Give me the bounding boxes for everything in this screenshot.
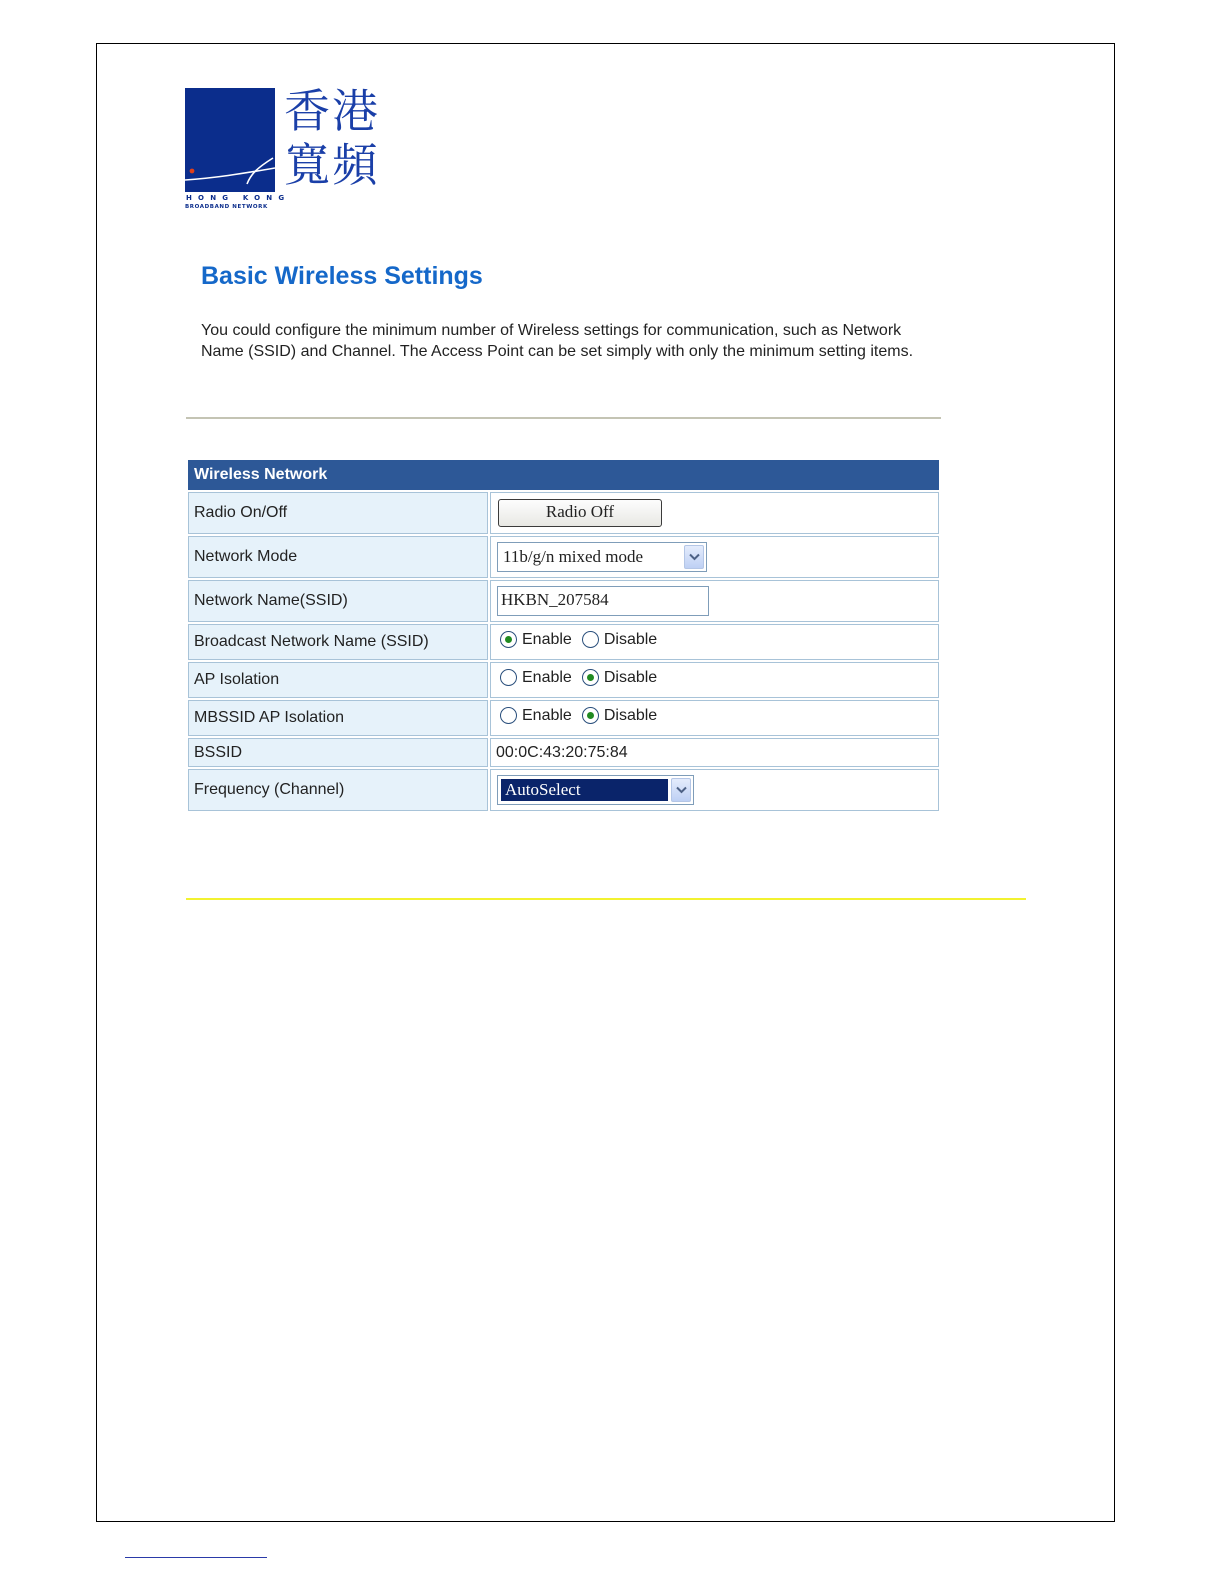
table-row xyxy=(188,738,939,767)
bssid-label: BSSID xyxy=(188,738,488,767)
disable-label: Disable xyxy=(603,668,658,686)
enable-label: Enable xyxy=(522,668,572,686)
page-title: Basic Wireless Settings xyxy=(201,262,483,290)
broadcast-ssid-enable-radio[interactable] xyxy=(500,631,517,648)
radio-off-button[interactable]: Radio Off xyxy=(498,499,662,527)
table-row xyxy=(188,662,939,698)
table-row xyxy=(188,492,939,534)
logo-english-line2: BROADBAND NETWORK xyxy=(185,204,268,210)
network-mode-select[interactable] xyxy=(497,542,707,572)
network-mode-value: 11b/g/n mixed mode xyxy=(503,547,644,566)
disable-label: Disable xyxy=(603,706,658,724)
ap-isolation-disable-radio[interactable] xyxy=(582,669,599,686)
ap-isolation-label: AP Isolation xyxy=(188,662,488,698)
table-row xyxy=(188,536,939,578)
table-row xyxy=(188,624,939,660)
footnote-separator xyxy=(125,1557,267,1558)
ssid-input[interactable]: HKBN_207584 xyxy=(497,586,709,616)
table-row xyxy=(188,769,939,811)
logo-emblem xyxy=(185,88,275,192)
table-row xyxy=(188,580,939,622)
logo-chinese-text: 香港 寬頻 xyxy=(284,84,380,192)
frequency-select[interactable] xyxy=(497,775,694,805)
chevron-down-icon[interactable] xyxy=(671,778,691,802)
section-header: Wireless Network xyxy=(188,460,939,490)
hkbn-logo xyxy=(185,84,395,214)
logo-english-line1: HONG KONG xyxy=(186,194,291,202)
frequency-label: Frequency (Channel) xyxy=(188,769,488,811)
wireless-network-table xyxy=(186,458,941,813)
bssid-value: 00:0C:43:20:75:84 xyxy=(490,738,939,767)
chevron-down-icon[interactable] xyxy=(684,545,704,569)
ap-isolation-enable-radio[interactable] xyxy=(500,669,517,686)
radio-label: Radio On/Off xyxy=(188,492,488,534)
mbssid-isolation-label: MBSSID AP Isolation xyxy=(188,700,488,736)
mbssid-isolation-disable-radio[interactable] xyxy=(582,707,599,724)
ssid-label: Network Name(SSID) xyxy=(188,580,488,622)
enable-label: Enable xyxy=(522,630,572,648)
enable-label: Enable xyxy=(522,706,572,724)
divider xyxy=(186,898,1026,900)
broadcast-ssid-label: Broadcast Network Name (SSID) xyxy=(188,624,488,660)
table-row xyxy=(188,700,939,736)
frequency-value: AutoSelect xyxy=(501,779,668,801)
mbssid-isolation-enable-radio[interactable] xyxy=(500,707,517,724)
broadcast-ssid-disable-radio[interactable] xyxy=(582,631,599,648)
page-description: You could configure the minimum number of Wireless settings for communication, such as Network Name (SSID) and Channel. The Access Point can be set simply with only the minimum setting items. xyxy=(201,322,914,360)
disable-label: Disable xyxy=(603,630,658,648)
network-mode-label: Network Mode xyxy=(188,536,488,578)
divider xyxy=(186,417,941,419)
